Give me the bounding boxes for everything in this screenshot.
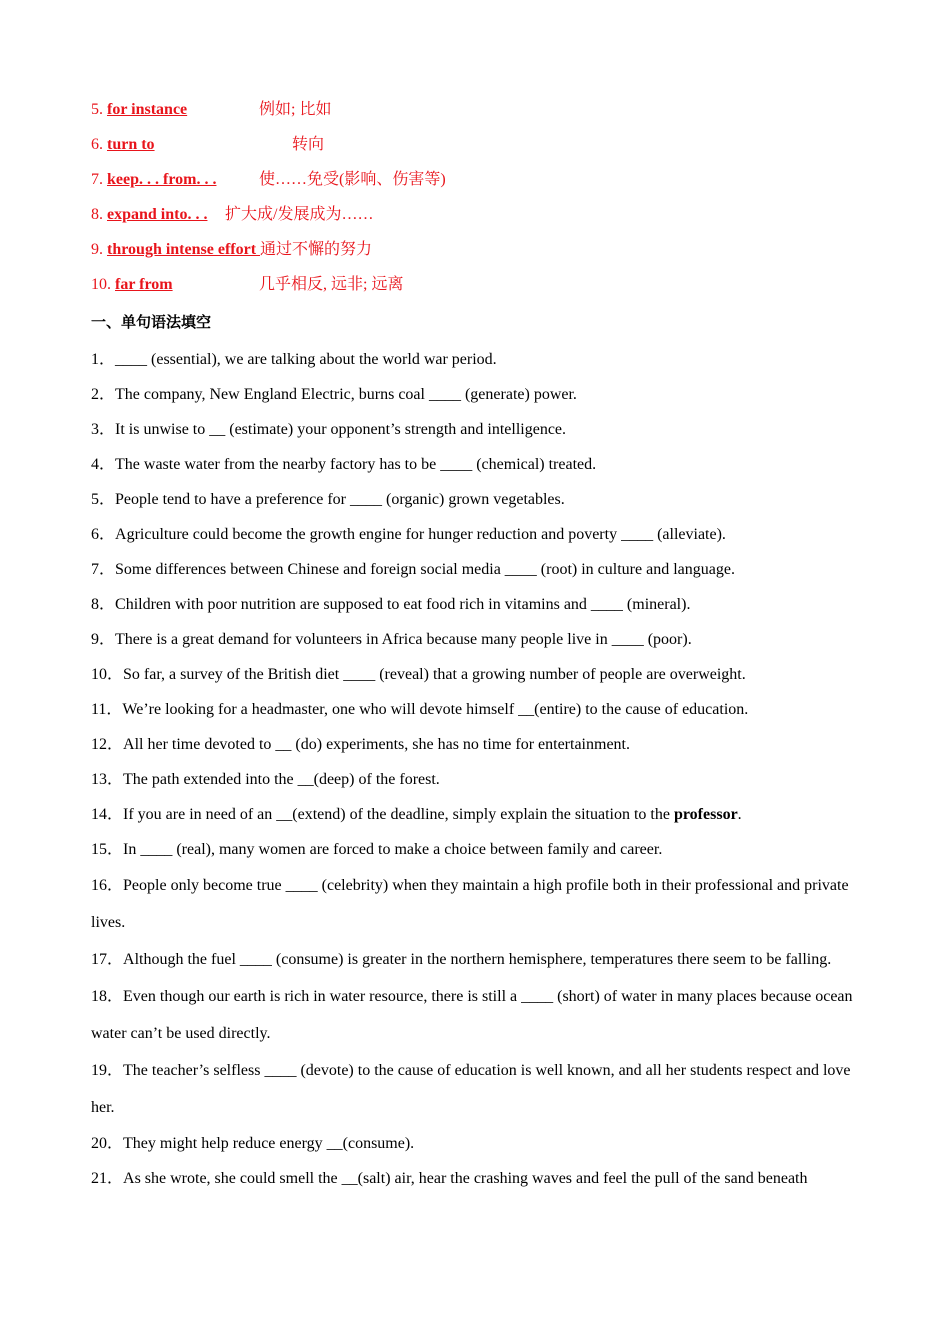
question-number: 8． <box>91 596 116 613</box>
question-number: 9． <box>91 631 116 648</box>
question-item <box>91 941 861 978</box>
question-number: 17． <box>91 951 124 968</box>
question-number: 7． <box>91 561 116 578</box>
phrase-meaning: 转向 <box>292 136 325 153</box>
question-text: The teacher’s selfless ____ (devote) to the cause of education is well known, and all her students respect and love her. <box>91 1062 851 1116</box>
phrase-number: 8. <box>91 206 103 223</box>
question-number: 20． <box>91 1135 124 1152</box>
question-text-end: . <box>737 806 742 823</box>
question-text: Children with poor nutrition are supposed to eat food rich in vitamins and ____ (mineral). <box>115 596 691 613</box>
phrase-term: keep. . . from. . . <box>107 171 217 188</box>
question-item <box>91 552 861 587</box>
question-item <box>91 447 861 482</box>
question-text: Agriculture could become the growth engine for hunger reduction and poverty ____ (alleviate). <box>115 526 726 543</box>
document-page <box>91 98 861 1196</box>
question-item <box>91 692 861 727</box>
question-text: There is a great demand for volunteers in Africa because many people live in ____ (poor). <box>115 631 692 648</box>
phrase-item <box>91 133 861 168</box>
question-item <box>91 762 861 797</box>
phrase-item <box>91 168 861 203</box>
question-number: 2． <box>91 386 116 403</box>
question-item <box>91 1161 861 1196</box>
question-item <box>91 797 861 832</box>
phrase-meaning: 使……免受(影响、伤害等) <box>259 171 446 188</box>
question-text: So far, a survey of the British diet ____ (reveal) that a growing number of people are overweight. <box>123 666 746 683</box>
phrase-item <box>91 203 861 238</box>
question-number: 3． <box>91 421 116 438</box>
question-item <box>91 832 861 867</box>
question-text: As she wrote, she could smell the __(salt) air, hear the crashing waves and feel the pull of the sand beneath <box>123 1170 808 1187</box>
bold-word: professor <box>673 806 738 823</box>
phrase-meaning: 通过不懈的努力 <box>260 241 373 258</box>
question-text: All her time devoted to __ (do) experiments, she has no time for entertainment. <box>123 736 630 753</box>
phrase-number: 5. <box>91 101 103 118</box>
question-number: 12． <box>91 736 124 753</box>
question-number: 5． <box>91 491 116 508</box>
question-number: 1． <box>91 351 116 368</box>
question-item <box>91 482 861 517</box>
question-item <box>91 978 861 1052</box>
phrase-item <box>91 98 861 133</box>
question-text: Some differences between Chinese and foreign social media ____ (root) in culture and language. <box>115 561 735 578</box>
phrase-number: 7. <box>91 171 103 188</box>
question-text: We’re looking for a headmaster, one who will devote himself __(entire) to the cause of education. <box>122 701 749 718</box>
question-number: 14． <box>91 806 124 823</box>
question-number: 4． <box>91 456 116 473</box>
question-text: The path extended into the __(deep) of the forest. <box>123 771 440 788</box>
phrase-item <box>91 273 861 308</box>
question-number: 16． <box>91 877 124 894</box>
question-item <box>91 1126 861 1161</box>
question-item <box>91 1052 861 1126</box>
question-text: The waste water from the nearby factory has to be ____ (chemical) treated. <box>115 456 597 473</box>
question-item <box>91 412 861 447</box>
question-item <box>91 867 861 941</box>
section-title: 一、单句语法填空 <box>91 313 212 331</box>
question-item <box>91 517 861 552</box>
question-text: It is unwise to __ (estimate) your opponent’s strength and intelligence. <box>115 421 567 438</box>
question-item <box>91 587 861 622</box>
phrase-number: 6. <box>91 136 103 153</box>
phrase-number: 9. <box>91 241 103 258</box>
phrase-term: expand into. . . <box>107 206 208 223</box>
question-text: Even though our earth is rich in water resource, there is still a ____ (short) of water in many places because ocean water can’t be used directly. <box>91 988 853 1042</box>
question-text: Although the fuel ____ (consume) is greater in the northern hemisphere, temperatures there seem to be falling. <box>123 951 832 968</box>
phrase-meaning: 扩大成/发展成为…… <box>225 206 374 223</box>
question-item <box>91 657 861 692</box>
phrase-term: far from <box>115 276 173 293</box>
question-text: If you are in need of an __(extend) of the deadline, simply explain the situation to the <box>123 806 674 823</box>
question-item <box>91 377 861 412</box>
question-text: The company, New England Electric, burns coal ____ (generate) power. <box>115 386 577 403</box>
phrase-meaning: 例如; 比如 <box>259 101 332 118</box>
phrase-term: through intense effort <box>107 241 261 258</box>
phrase-term: for instance <box>107 101 188 118</box>
question-number: 10． <box>91 666 124 683</box>
phrase-item <box>91 238 861 273</box>
question-text: They might help reduce energy __(consume). <box>123 1135 415 1152</box>
question-number: 11． <box>91 701 123 718</box>
question-number: 19． <box>91 1062 124 1079</box>
question-text: ____ (essential), we are talking about the world war period. <box>115 351 497 368</box>
question-item <box>91 727 861 762</box>
phrase-number: 10. <box>91 276 111 293</box>
question-text: People tend to have a preference for ____ (organic) grown vegetables. <box>115 491 565 508</box>
question-text: In ____ (real), many women are forced to make a choice between family and career. <box>123 841 663 858</box>
question-number: 18． <box>91 988 124 1005</box>
phrase-term: turn to <box>107 136 155 153</box>
question-number: 15． <box>91 841 124 858</box>
question-number: 21． <box>91 1170 124 1187</box>
question-number: 13． <box>91 771 124 788</box>
question-text: People only become true ____ (celebrity) when they maintain a high profile both in their professional and private lives. <box>91 877 849 931</box>
question-number: 6． <box>91 526 116 543</box>
question-item <box>91 342 861 377</box>
phrase-meaning: 几乎相反, 远非; 远离 <box>259 276 404 293</box>
question-item <box>91 622 861 657</box>
